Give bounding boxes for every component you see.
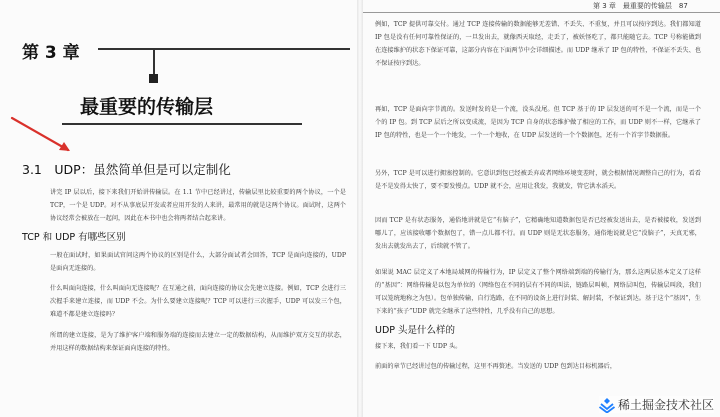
left-paragraph-3: 什么叫面向连接，什么叫面向无连接呢？在互通之前，面向连接的协议会先建立连接。例如，TCP 会进行三次握手来建立连接，而 UDP 不会。为什么要建立连接呢？TCP 可以进行三次握手，UDP 可以发三个包，难道不都是建立连接吗？ (50, 285, 346, 318)
left-paragraph-2: 一般在面试时，如果面试官问这两个协议的区别是什么，大部分面试者会回答，TCP 是面向连接的，UDP 是面向无连接的。 (50, 252, 346, 272)
right-paragraph-2: 再如，TCP 是面向字节流的。发送时发的是一个流，没头没尾。但 TCP 基于的 IP 层发送的可不是一个流，而是一个个的 IP 包。到 TCP 层后之所以变成流，是因为 TCP 自身的状态维护做了相应的工作，而 UDP 则不一样，它继承了 IP 包的特性，也是一个一个地发，一个一个地收，在 UDP 层发送的一个个数据包，还有一个首字节数据报。 (375, 106, 701, 139)
left-paragraph-4: 所谓的建立连接，是为了维护客户端和服务端的连接而去建立一定的数据结构，从而维护双方交互的状态，并用这样的数据结构来保证面向连接的特性。 (50, 332, 346, 352)
left-page (0, 0, 357, 417)
right-paragraph-1: 例如，TCP 提供可靠交付。通过 TCP 连接传输的数据能够无差错、不丢失、不重复，并且可以按序到达。我们都知道 IP 包是没有任何可靠性保证的，一旦发出去，就像西天取经，走丢了，被妖怪吃了，都只能随它去。TCP 号称能做到在连接维护的状态下保证可靠，这部分内容在下面两节中会详细描述。而 UDP 继承了 IP 包的特性，不保证不丢失、也不保证按序到达。 (375, 21, 701, 67)
right-paragraph-4: 因而 TCP 是有状态服务，通俗地讲就是它“有脑子”，它精确地知道数据包是否已经被发送出去，是否被接收，发送到哪儿了，应该接收哪个数据包了，错一点儿都不行。而 UDP 则是无状态服务，通俗地说就是它“没脑子”，天真无邪，发出去就发出去了，后续就不管了。 (375, 217, 701, 250)
chapter-label: 第 3 章 (22, 43, 80, 63)
right-paragraph-5: 如果说 MAC 层定义了本地局域网的传输行为，IP 层定义了整个网络端到端的传输行为，那么这两层基本定义了这样的“基因”：网络传输是以包为单位的（网络包在不同的层有不同的叫法，链路层叫帧，网络层叫包，传输层叫段，我们可以笼统地称之为包）。包单独传输，自行选路，在不同的设备上进行封装、解封装，不保证到达。基于这个“基因”，生下来的“孩子”UDP 就完全继承了这些特性，几乎没有自己的思想。 (375, 269, 701, 315)
right-page (363, 0, 720, 417)
right-paragraph-6: 接下来，我们看一下 UDP 头。 (375, 343, 462, 350)
header-rule (363, 12, 720, 13)
subsection-heading: TCP 和 UDP 有哪些区别 (22, 232, 126, 243)
chapter-title-underline (62, 123, 302, 125)
chapter-rule-horizontal (98, 48, 350, 50)
red-arrow-annotation (0, 0, 120, 170)
chapter-rule-square (149, 74, 158, 83)
right-subsection-heading: UDP 头是什么样的 (375, 325, 456, 336)
juejin-logo-icon (599, 397, 615, 413)
right-paragraph-7: 前面的章节已经讲过包的传输过程，这里不再赘述。当发送的 UDP 包到达目标机器后， (375, 363, 617, 370)
right-paragraph-3: 另外，TCP 是可以进行拥塞控制的。它意识到包已经被丢弃或者网络环境变差时，就会根据情况调整自己的行为，看看是不是发得太快了，要不要发慢点。UDP 就不会，应用让我发，我就发，管它洪水滔天。 (375, 170, 701, 190)
watermark-text: 稀土掘金技术社区 (617, 398, 714, 412)
chapter-title: 最重要的传输层 (80, 96, 214, 118)
left-paragraph-1: 讲完 IP 层以后，接下来我们开始讲传输层。在 1.1 节中已经讲过，传输层里比较重要的两个协议，一个是 TCP，一个是 UDP。对不从事底层开发或者应用开发的人来讲，最常用的就是这两个协议。面试时，这两个协议经常会被放在一起问，因此在本书中也会将两者结合起来讲。 (50, 189, 346, 222)
section-heading: 3.1 UDP：虽然简单但是可以定制化 (22, 162, 231, 177)
running-header: 第 3 章 最重要的传输层 87 (593, 2, 688, 10)
watermark (599, 396, 714, 413)
